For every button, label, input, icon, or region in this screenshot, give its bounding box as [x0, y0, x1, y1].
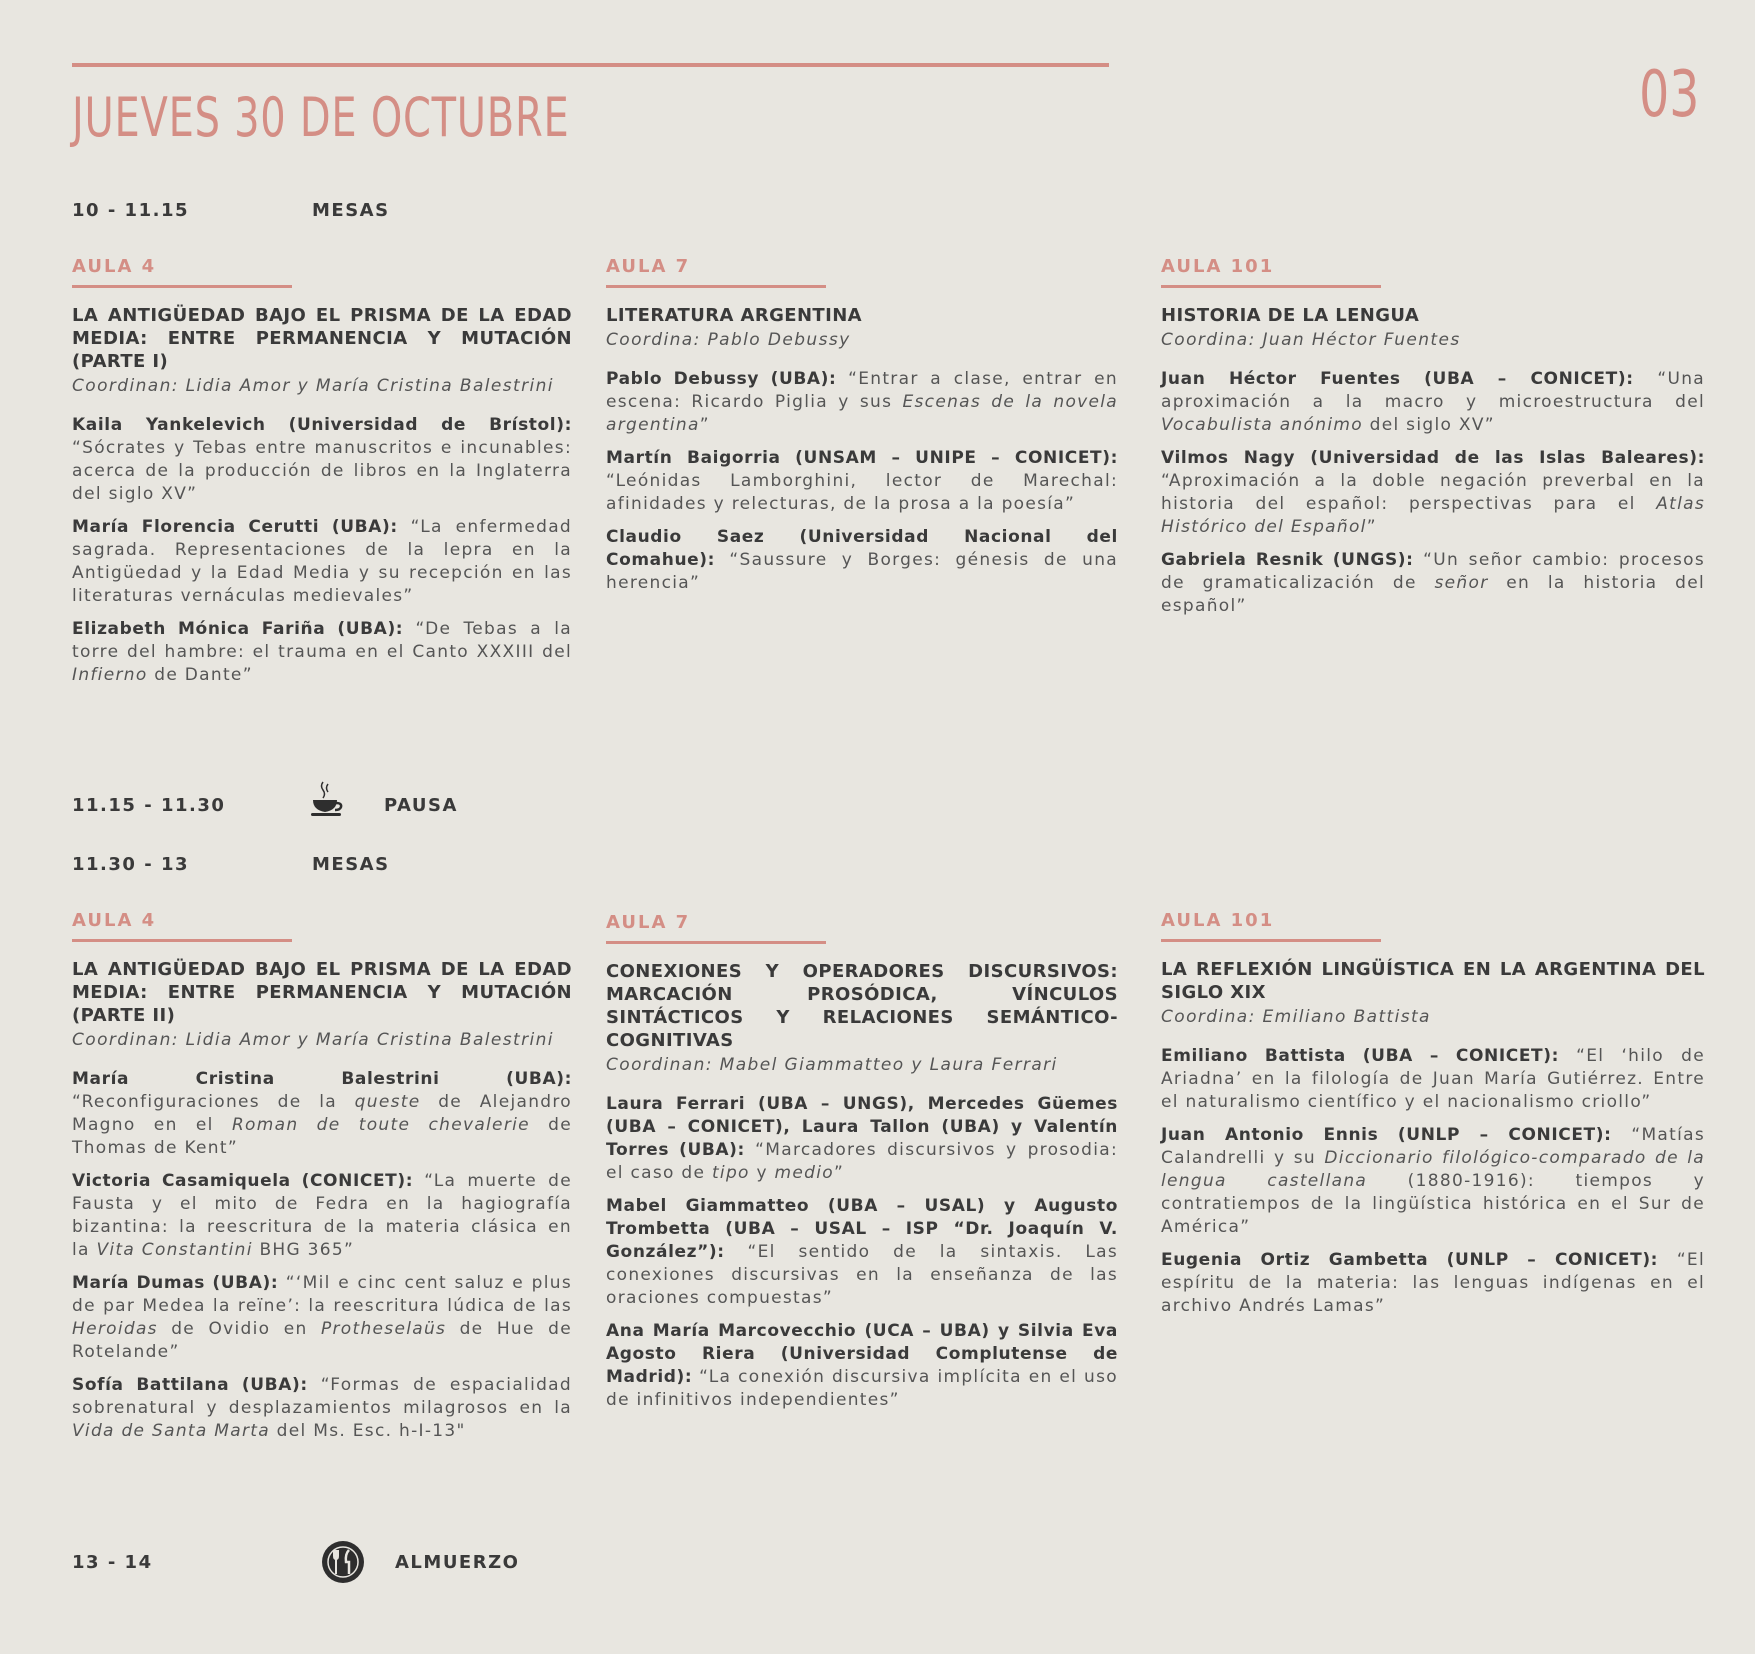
talk-text: de Hue de Rotelande” — [72, 1319, 572, 1362]
talk-speaker: Juan Héctor Fuentes (UBA – CONICET): — [1161, 369, 1634, 389]
talk-text: del siglo XV” — [1362, 415, 1495, 435]
talk-speaker: Pablo Debussy (UBA): — [606, 369, 837, 389]
talk-text: y — [749, 1163, 775, 1183]
talk-italic-title: Diccionario filológico-comparado de la lengua castellana — [1161, 1148, 1705, 1191]
talk-entry — [606, 1195, 1118, 1310]
talk-text: “‘Mil e cinc cent saluz e plus de par Medea la reïne’: la reescritura lúdica de las — [72, 1273, 572, 1316]
talk-speaker: Mabel Giammatteo (UBA – USAL) y Augusto Trombetta (UBA – USAL – ISP “Dr. Joaquín V. González”): — [606, 1196, 1118, 1262]
time-slot-1: 10 - 11.15 — [72, 200, 189, 221]
aula-label: AULA 7 — [606, 912, 691, 933]
aula-rule — [1161, 939, 1381, 942]
talk-text: ” — [699, 415, 710, 435]
session-coordinators: Coordina: Emiliano Battista — [1161, 1007, 1431, 1027]
talk-text: “Formas de espacialidad sobrenatural y desplazamientos milagrosos en la — [72, 1375, 572, 1418]
aula-rule — [72, 285, 292, 288]
talk-text: “Marcadores discursivos y prosodia: el caso de — [606, 1140, 1118, 1183]
aula-rule — [72, 939, 292, 942]
talk-text: “Reconfiguraciones de la — [72, 1092, 355, 1112]
coffee-cup-icon — [309, 780, 345, 818]
talk-entry — [72, 1068, 572, 1160]
spacer — [606, 352, 1118, 368]
talk-entry — [606, 447, 1118, 516]
talk-italic-title: Infierno — [72, 665, 148, 685]
session-title: LA ANTIGÜEDAD BAJO EL PRISMA DE LA EDAD MEDIA: ENTRE PERMANENCIA Y MUTACIÓN (PARTE II) — [72, 959, 572, 1026]
session-column — [606, 256, 1118, 595]
session-coordinators: Coordinan: Lidia Amor y María Cristina Balestrini — [72, 1030, 554, 1050]
aula-label: AULA 101 — [1161, 910, 1275, 931]
session-title: CONEXIONES Y OPERADORES DISCURSIVOS: MARCACIÓN PROSÓDICA, VÍNCULOS SINTÁCTICOS Y RELACIONES SEMÁNTICO-COGNITIVAS — [606, 961, 1118, 1051]
talk-text: “La muerte de Fausta y el mito de Fedra en la hagiografía bizantina: la reescritura de la materia clásica en la — [72, 1171, 572, 1260]
talk-speaker: Vilmos Nagy (Universidad de las Islas Baleares): — [1161, 448, 1705, 468]
talk-speaker: Gabriela Resnik (UNGS): — [1161, 550, 1414, 570]
time-slot-pause: 11.15 - 11.30 — [72, 795, 226, 816]
talk-speaker: María Dumas (UBA): — [72, 1273, 279, 1293]
session-column — [606, 912, 1118, 1412]
aula-label: AULA 4 — [72, 256, 157, 277]
talk-entry — [1161, 368, 1705, 437]
cutlery-icon — [321, 1540, 365, 1584]
session-coordinators: Coordina: Pablo Debussy — [606, 330, 851, 350]
talk-entry — [606, 526, 1118, 595]
aula-rule — [1161, 285, 1381, 288]
talk-italic-title: medio — [774, 1163, 834, 1183]
talk-speaker: Emiliano Battista (UBA – CONICET): — [1161, 1046, 1560, 1066]
talk-italic-title: Heroidas — [72, 1319, 158, 1339]
session-column — [1161, 910, 1705, 1318]
talk-italic-title: Vita Constantini — [96, 1240, 253, 1260]
talk-speaker: Laura Ferrari (UBA – UNGS), Mercedes Güemes (UBA – CONICET), Laura Tallon (UBA) y Valentín Torres (UBA): — [606, 1094, 1118, 1160]
session-coordinators: Coordinan: Mabel Giammatteo y Laura Ferrari — [606, 1055, 1058, 1075]
session-title: LA REFLEXIÓN LINGÜÍSTICA EN LA ARGENTINA DEL SIGLO XIX — [1161, 959, 1705, 1003]
talk-text: “Sócrates y Tebas entre manuscritos e incunables: acerca de la producción de libros en la Inglaterra del siglo XV” — [72, 438, 572, 504]
talk-italic-title: señor — [1434, 573, 1489, 593]
talk-speaker: Elizabeth Mónica Fariña (UBA): — [72, 619, 404, 639]
spacer — [606, 1077, 1118, 1093]
time-slot-2: 11.30 - 13 — [72, 854, 189, 875]
session-coordinators: Coordina: Juan Héctor Fuentes — [1161, 330, 1461, 350]
aula-rule — [606, 285, 826, 288]
session-title: LA ANTIGÜEDAD BAJO EL PRISMA DE LA EDAD MEDIA: ENTRE PERMANENCIA Y MUTACIÓN (PARTE I) — [72, 305, 572, 372]
talk-entry — [72, 1170, 572, 1262]
spacer — [72, 398, 572, 414]
talk-text: “La enfermedad sagrada. Representaciones de la lepra en la Antigüedad y la Edad Media y su recepción en las literaturas vernáculas medievales” — [72, 517, 572, 606]
talk-text: “El ‘hilo de Ariadna’ en la filología de Juan María Gutiérrez. Entre el naturalismo científico y el nacionalismo criollo” — [1161, 1046, 1705, 1112]
slot-label-lunch: ALMUERZO — [395, 1552, 520, 1573]
talk-speaker: Ana María Marcovecchio (UCA – UBA) y Silvia Eva Agosto Riera (Universidad Complutense de Madrid): — [606, 1321, 1118, 1387]
talk-entry — [72, 516, 572, 608]
talk-entry — [72, 1272, 572, 1364]
talk-speaker: Martín Baigorria (UNSAM – UNIPE – CONICET): — [606, 448, 1118, 468]
spacer — [1161, 352, 1705, 368]
talk-text: de Dante” — [147, 665, 253, 685]
aula-rule — [606, 941, 826, 944]
talk-text: “El sentido de la sintaxis. Las conexiones discursivas en la enseñanza de las oraciones compuestas” — [606, 1242, 1118, 1308]
talk-entry — [606, 1093, 1118, 1185]
aula-label: AULA 7 — [606, 256, 691, 277]
spacer — [1161, 1029, 1705, 1045]
talk-italic-title: Vida de Santa Marta — [72, 1421, 270, 1441]
talk-entry — [1161, 1124, 1705, 1239]
talk-speaker: María Florencia Cerutti (UBA): — [72, 517, 398, 537]
talk-speaker: Claudio Saez (Universidad Nacional del Comahue): — [606, 527, 1118, 570]
talk-text: “Entrar a clase, entrar en escena: Ricardo Piglia y sus — [606, 369, 1118, 412]
talk-italic-title: Roman de toute chevalerie — [231, 1115, 530, 1135]
session-coordinators: Coordinan: Lidia Amor y María Cristina Balestrini — [72, 376, 554, 396]
talk-speaker: María Cristina Balestrini (UBA): — [72, 1069, 572, 1089]
talk-italic-title: Atlas Histórico del Español — [1161, 494, 1705, 537]
aula-label: AULA 4 — [72, 910, 157, 931]
talk-entry — [72, 618, 572, 687]
talk-entry — [1161, 1045, 1705, 1114]
day-title: JUEVES 30 DE OCTUBRE — [72, 86, 570, 149]
talk-entry — [1161, 1249, 1705, 1318]
talk-text: “Saussure y Borges: génesis de una herencia” — [606, 550, 1118, 593]
header-rule — [72, 63, 1109, 67]
talk-speaker: Eugenia Ortiz Gambetta (UNLP – CONICET): — [1161, 1250, 1659, 1270]
talk-text: “Leónidas Lamborghini, lector de Marechal: afinidades y relecturas, de la prosa a la poesía” — [606, 471, 1118, 514]
talk-speaker: Sofía Battilana (UBA): — [72, 1375, 308, 1395]
talk-italic-title: queste — [354, 1092, 421, 1112]
talk-text: (1880-1916): tiempos y contratiempos de la lingüística histórica en el Sur de América” — [1161, 1171, 1705, 1237]
page-number: 03 — [1638, 58, 1699, 132]
time-slot-lunch: 13 - 14 — [72, 1552, 153, 1573]
talk-text: “El espíritu de la materia: las lenguas indígenas en el archivo Andrés Lamas” — [1161, 1250, 1705, 1316]
talk-text: ” — [1366, 517, 1377, 537]
session-column — [1161, 256, 1705, 618]
talk-text: “De Tebas a la torre del hambre: el trauma en el Canto XXXIII del — [72, 619, 572, 662]
session-title: HISTORIA DE LA LENGUA — [1161, 305, 1420, 326]
talk-entry — [72, 414, 572, 506]
talk-italic-title: tipo — [711, 1163, 750, 1183]
session-column — [72, 910, 572, 1443]
talk-entry — [1161, 447, 1705, 539]
slot-label-2: MESAS — [312, 854, 390, 875]
talk-entry — [606, 368, 1118, 437]
talk-speaker: Kaila Yankelevich (Universidad de Brístol): — [72, 415, 572, 435]
talk-entry — [72, 1374, 572, 1443]
talk-text: en la historia del español” — [1161, 573, 1705, 616]
talk-text: de Ovidio en — [157, 1319, 321, 1339]
talk-entry — [1161, 549, 1705, 618]
talk-text: de Thomas de Kent” — [72, 1115, 572, 1158]
talk-italic-title: Escenas de la novela argentina — [606, 392, 1119, 435]
aula-label: AULA 101 — [1161, 256, 1275, 277]
slot-label-1: MESAS — [312, 200, 390, 221]
talk-text: “Una aproximación a la macro y microestructura del — [1161, 369, 1705, 412]
talk-text: “Un señor cambio: procesos de gramaticalización de — [1161, 550, 1706, 593]
talk-text: “Aproximación a la doble negación preverbal en la historia del español: perspectivas para el — [1161, 471, 1705, 514]
talk-text: de Alejandro Magno en el — [72, 1092, 572, 1135]
talk-text: BHG 365” — [252, 1240, 355, 1260]
session-title: LITERATURA ARGENTINA — [606, 305, 862, 326]
talk-italic-title: Protheselaüs — [320, 1319, 447, 1339]
session-column — [72, 256, 572, 687]
talk-text: del Ms. Esc. h-I-13" — [269, 1421, 466, 1441]
talk-speaker: Juan Antonio Ennis (UNLP – CONICET): — [1161, 1125, 1612, 1145]
talk-text: “La conexión discursiva implícita en el uso de infinitivos independientes” — [606, 1367, 1118, 1410]
talk-entry — [606, 1320, 1118, 1412]
talk-text: ” — [833, 1163, 845, 1183]
talk-text: “Matías Calandrelli y su — [1161, 1125, 1706, 1168]
talk-speaker: Victoria Casamiquela (CONICET): — [72, 1171, 414, 1191]
talk-italic-title: Vocabulista anónimo — [1161, 415, 1363, 435]
slot-label-pause: PAUSA — [384, 795, 458, 816]
spacer — [72, 1052, 572, 1068]
